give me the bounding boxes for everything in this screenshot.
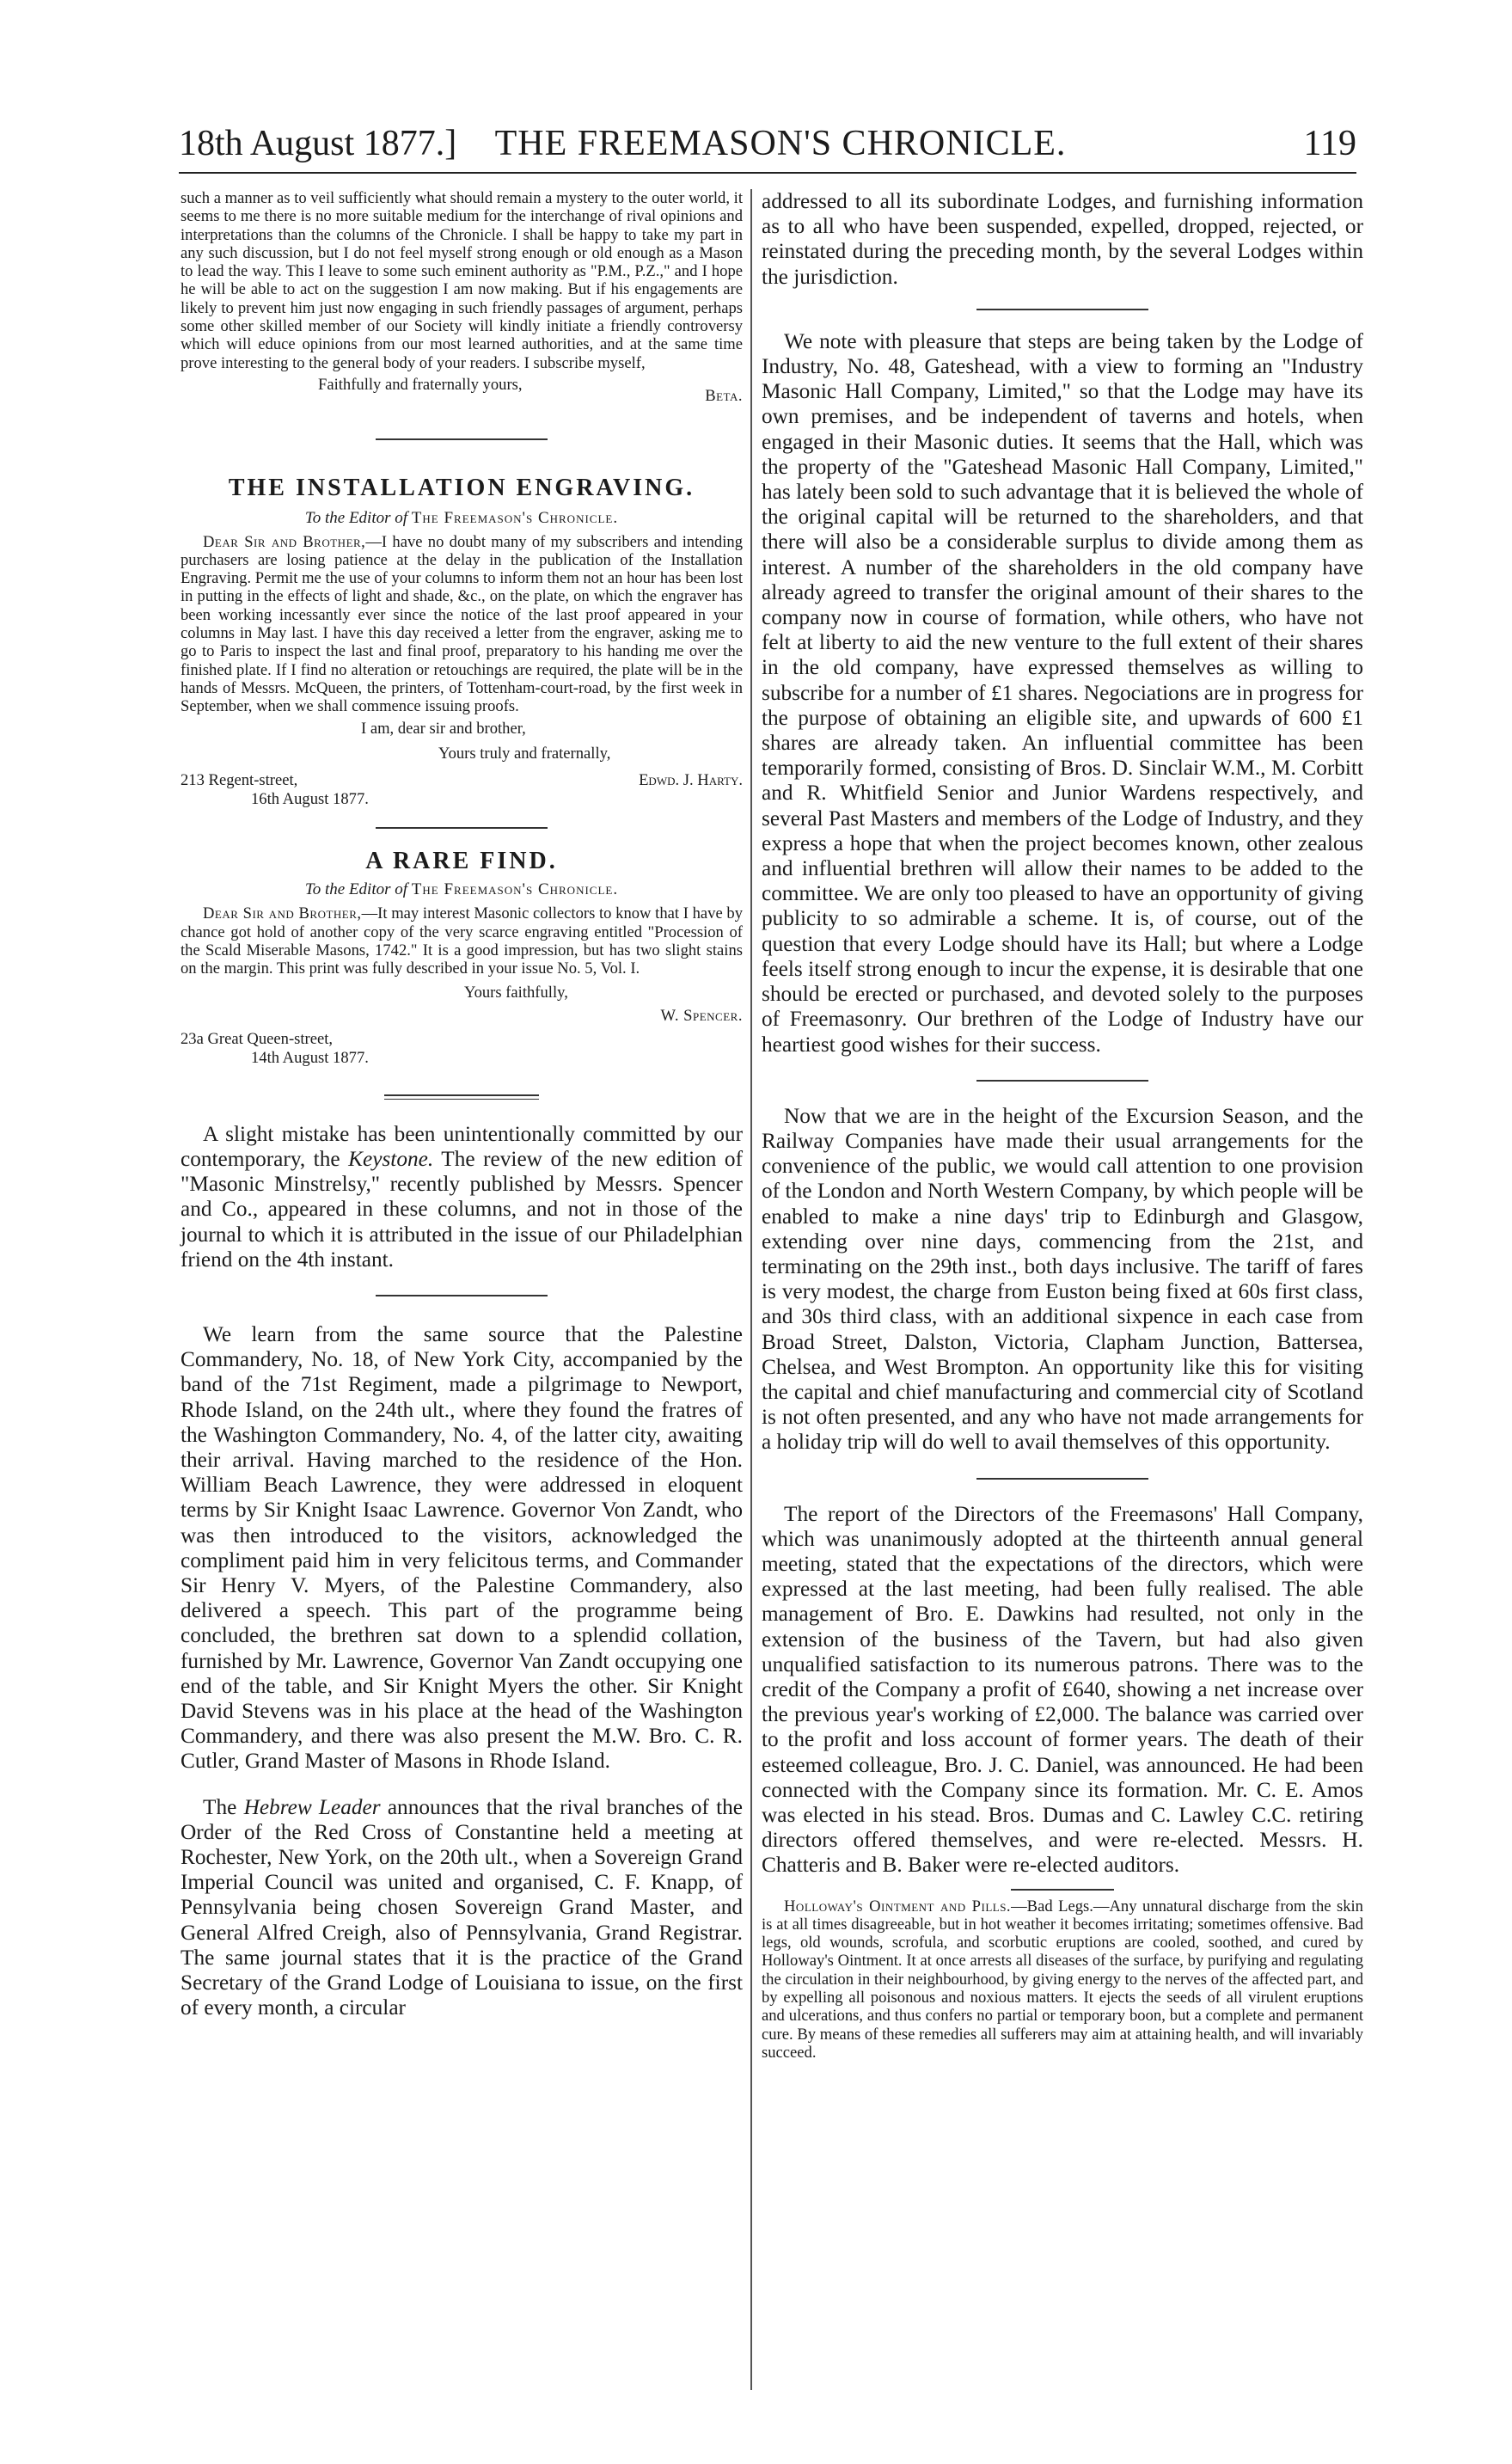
rare-find-address: 23a Great Queen-street, (181, 1030, 334, 1049)
ad-title: Holloway's Ointment and Pills. (784, 1897, 1012, 1915)
right-column (762, 189, 1363, 2062)
note-text: The (203, 1794, 237, 1819)
installation-closing-1: I am, dear sir and brother, (361, 719, 526, 738)
rare-find-dedication (181, 880, 743, 899)
holloway-advertisement (762, 1897, 1363, 2063)
rare-find-date: 14th August 1877. (251, 1048, 369, 1067)
column-divider (750, 189, 752, 2390)
page-header (179, 120, 1356, 167)
palestine-note-body: We learn from the same source that the Palestine Commandery, No. 18, of New York City, accompanied by the band of the 71st Regiment, made a pilgrimage to Newport, Rhode Island, on the 24th ult., where they found the fratres of the Washington Commandery, No. 4, of the latter city, awaiting their arrival. Having marched to the residence of the Hon. William Beach Lawrence, they were addressed in eloquent terms by Sir Knight Isaac Lawrence. Governor Von Zandt, who was then introduced to the visitors, acknowledged the compliment paid him in very felicitous terms, and Commander Sir Henry V. Myers, of the Palestine Commandery, also delivered a speech. This part of the programme being concluded, the brethren sat down to a splendid collation, furnished by Mr. Lawrence, Governor Van Zandt occupying one end of the table, and Sir Knight Myers the other. Sir Knight David Stevens was in his place at the head of the Washington Commandery, and there was also present the M.W. Bro. C. R. Cutler, Grand Master of Masons in Rhode Island. (181, 1322, 743, 1774)
louisiana-continued-body: addressed to all its subordinate Lodges, and furnishing information as to all who have been suspended, expelled, dropped, rejected, or reinstated during the preceding month, by the several Lodges within the jurisdiction. (762, 189, 1363, 289)
salutation: Dear Sir and Brother, (203, 904, 362, 923)
masthead-title: THE FREEMASON'S CHRONICLE. (494, 124, 1067, 163)
installation-closing-2: Yours truly and fraternally, (438, 744, 611, 763)
dedication-prefix: To the Editor of (304, 508, 408, 527)
rare-find-signature: W. Spencer. (660, 1006, 743, 1025)
letter-beta-signature: Beta. (705, 387, 743, 406)
holloway-ad-body (762, 1897, 1363, 2063)
installation-engraving-body (181, 533, 743, 716)
installation-signature-row (181, 771, 743, 790)
note-text: The review of the new edition of "Masonic Minstrelsy," recently published by Messrs. Spencer and Co., appeared in these columns, and not in those of the journal to which it is attributed in the issue of our Philadelphian friend on the 4th instant. (181, 1147, 744, 1272)
salutation: Dear Sir and Brother, (203, 532, 366, 551)
keystone-note-body (181, 1122, 743, 1272)
left-column (181, 189, 743, 2021)
publication-name: Hebrew Leader (243, 1794, 381, 1819)
dedication-prefix: To the Editor of (304, 880, 408, 899)
installation-engraving-dedication (181, 509, 743, 528)
hall-company-note-body: The report of the Directors of the Freemasons' Hall Company, which was unanimously adopted at the thirteenth annual general meeting, stated that the expectations of the directors, which were expressed at the last meeting, had been fully realised. The able management of Bro. E. Dawkins had resulted, not only in the extension of the business of the Tavern, but had also given unqualified satisfaction to its numerous patrons. There was to the credit of the Company a profit of £640, showing a net increase over the previous year's working of £2,000. The balance was carried over to the profit and loss account of former years. The death of their esteemed colleague, Bro. J. C. Daniel, was announced. He had been connected with the Company since its formation. Mr. C. E. Amos was elected in his stead. Bros. Dumas and C. Lawley C.C. retiring directors offered themselves, and were re-elected. Messrs. H. Chatteris and B. Baker were re-elected auditors. (762, 1501, 1363, 1878)
installation-engraving-heading: THE INSTALLATION ENGRAVING. (228, 474, 695, 501)
excursion-note-body: Now that we are in the height of the Excursion Season, and the Railway Companies have made their usual arrangements for the convenience of the public, we would call attention to one provision of the London and North Western Company, by which people will be enabled to make a nine days' trip to Edinburgh and Glasgow, extending over nine days, commencing from the 21st, and terminating on the 29th inst., both days inclusive. The tariff of fares is very modest, the charge from Euston being fixed at 60s first class, and 30s third class, with an additional sixpence in each case from Broad Street, Dalston, Victoria, Clapham Junction, Battersea, Chelsea, and West Brompton. An opportunity like this for visiting the capital and chief manufacturing and commercial city of Scotland is not often presented, and any who have not made arrangements for a holiday trip will do well to avail themselves of this opportunity. (762, 1103, 1363, 1455)
keystone-note (181, 1122, 743, 1272)
issue-date: 18th August 1877.] (179, 124, 457, 163)
installation-address: 213 Regent-street, (181, 771, 298, 790)
industry-note-body: We note with pleasure that steps are being taken by the Lodge of Industry, No. 48, Gateshead, with a view to forming an "Industry Masonic Hall Company, Limited," so that the Lodge may have its own premises, and be independent of taverns and hotels, when engaged in their Masonic duties. It seems that the Hall, which was the property of the "Gateshead Masonic Hall Company, Limited," has lately been sold to such advantage that it is believed the whole of the original capital will be returned to the shareholders, and that there will also be a considerable surplus to divide among them as interest. A number of the shareholders in the old company have already agreed to transfer the original amount of their shares to the company now in course of formation, while others, who have not felt at liberty to aid the new venture to the full extent of their shares in the old company, have expressed themselves as willing to subscribe for a number of £1 shares. Negociations are in progress for the purpose of obtaining an eligible site, and upwards of 600 £1 shares are already taken. An influential committee has been temporarily formed, consisting of Bros. D. Sinclair W.M., M. Corbitt and R. Whitfield Senior and Junior Wardens respectively, and several Past Masters and members of the Lodge of Industry, and they express a hope that when the project becomes known, other zealous and influential brethren will allow their names to be added to the committee. We are only too pleased to have an opportunity of giving publicity to so admirable a scheme. It is, of course, out of the question that every Lodge should have its Hall; but where a Lodge feels itself strong enough to incur the expense, it is desirable that one should be erected or purchased, and devoted solely to the purposes of Freemasonry. Our brethren of the Lodge of Industry have our heartiest good wishes for their success. (762, 328, 1363, 1057)
dedication-name: The Freemason's Chronicle. (411, 508, 619, 527)
header-rule (179, 172, 1356, 174)
dedication-name: The Freemason's Chronicle. (411, 880, 619, 899)
letter-beta-closing: Faithfully and fraternally yours, (318, 375, 523, 394)
palestine-commandery-note (181, 1322, 743, 1774)
letter-beta-body: such a manner as to veil sufficiently what should remain a mystery to the outer world, it seems to me there is no more suitable medium for the interchange of rival opinions and interpretations than the columns of the Chronicle. I shall be happy to take my part in any such discussion, but I do not feel myself strong enough or old enough as a Mason to lead the way. This I leave to some such eminent authority as "P.M., P.Z.," and I hope he will be able to act on the suggestion I am now making. But if his engagements are likely to prevent him just now engaging in such friendly passages of argument, perhaps some other skilled member of our Society will kindly initiate a friendly controversy which will educe opinions from our most learned authorities, and at the same time prove interesting to the general body of your readers. I subscribe myself, (181, 189, 743, 372)
letter-beta (181, 189, 743, 406)
publication-name: Keystone. (348, 1147, 434, 1171)
rare-find-body (181, 904, 743, 978)
installation-signature: Edwd. J. Harty. (639, 771, 743, 790)
note-text: A slight mistake has been unintentionally committed by our contemporary, the (181, 1121, 743, 1171)
letter-text: —I have no doubt many of my subscribers and intending purchasers are losing patience at the delay in the publication of the Installation Engraving. Permit me the use of your columns to inform them not an hour has been lost in putting in the effects of light and shade, &c., on the plate, on which the engraver has been working incessantly ever since the notice of the last proof appeared in your columns in May last. I have this day received a letter from the engraver, asking me to go to Paris to inspect the last and final proof, preparatory to his handing me over the finished plate. If I find no alteration or retouchings are required, the plate will be in the hands of Messrs. McQueen, the printers, of Tottenham-court-road, by the first week in September, when we shall commence issuing proofs. (181, 532, 743, 716)
page-number: 119 (1303, 124, 1356, 163)
installation-engraving-letter (181, 475, 743, 809)
industry-lodge-note (762, 329, 1363, 1057)
ad-text: —Bad Legs.—Any unnatural discharge from the skin is at all times disagreeable, but in hot weather it becomes irritating; sometimes offensive. Bad legs, old wounds, scrofula, and scorbutic eruptions are cooled, soothed, and cured by Holloway's Ointment. It at once arrests all diseases of the surface, by purifying and regulating the circulation in their neighbourhood, by giving energy to the nerves of the affected part, and by expelling all poisonous and noxious matters. It ejects the seeds of all virulent eruptions and ulcerations, and thus confers no partial or temporary boon, but a complete and permanent cure. By means of these remedies all sufferers may aim at attaining health, and will invariably succeed. (762, 1897, 1363, 2062)
rare-find-closing: Yours faithfully, (464, 983, 568, 1002)
excursion-note (762, 1104, 1363, 1456)
hebrew-leader-note (181, 1795, 743, 2021)
hebrew-leader-note-body (181, 1795, 743, 2021)
louisiana-continued (762, 189, 1363, 290)
rare-find-letter (181, 848, 743, 1066)
hall-company-note (762, 1502, 1363, 1879)
rare-find-heading: A RARE FIND. (365, 848, 558, 875)
letter-text: —It may interest Masonic collectors to know that I have by chance got hold of another copy of the very scarce engraving entitled "Procession of the Scald Miserable Masons, 1742." It is a good impression, but has two slight stains on the margin. This print was fully described in your issue No. 5, Vol. I. (181, 904, 743, 978)
installation-date: 16th August 1877. (251, 790, 369, 809)
note-text: announces that the rival branches of the Order of the Red Cross of Constantine held a meeting at Rochester, New York, on the 20th ult., when a Sovereign Grand Imperial Council was united and organised, C. F. Knapp, of Pennsylvania being chosen Sovereign Grand Master, and General Alfred Creigh, also of Pennsylvania, Grand Registrar. The same journal states that it is the practice of the Grand Secretary of the Grand Lodge of Louisiana to issue, on the first of every month, a circular (181, 1794, 743, 2020)
